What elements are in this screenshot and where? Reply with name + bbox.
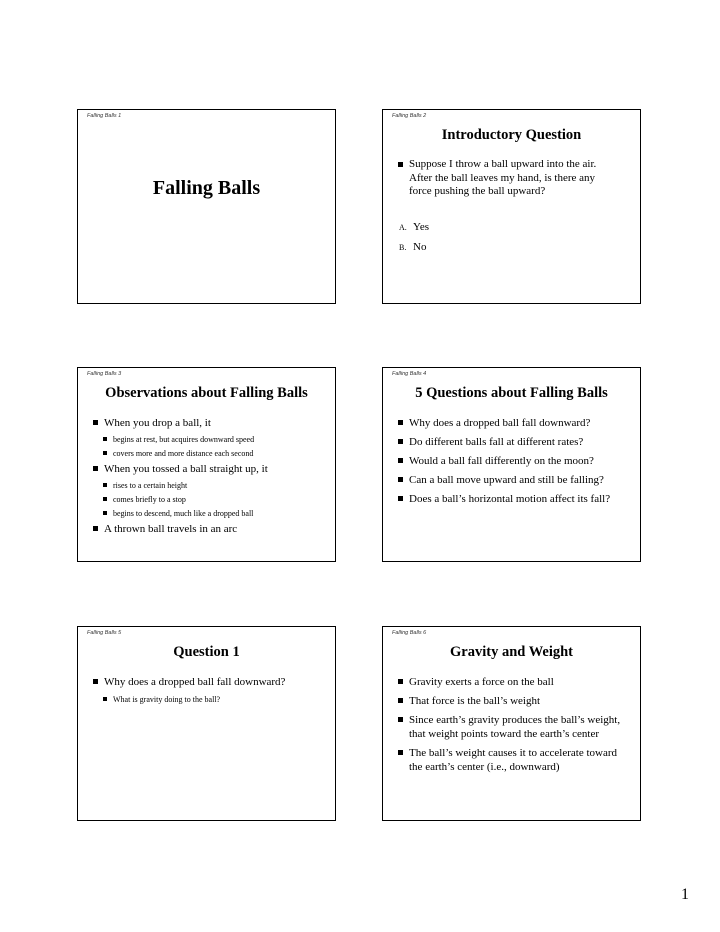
sub-bullet-item xyxy=(93,434,327,445)
option-letter: B. xyxy=(399,243,407,252)
slide-body xyxy=(398,416,632,511)
bullet-item xyxy=(93,675,327,689)
bullet-item xyxy=(93,522,327,536)
bullet-text: Why does a dropped ball fall downward? xyxy=(409,417,591,429)
slide-2 xyxy=(382,109,641,304)
bullet-text: What is gravity doing to the ball? xyxy=(113,695,221,704)
bullet-text: The ball’s weight causes it to accelerate toward the earth’s center (i.e., downward) xyxy=(409,747,617,773)
bullet-item xyxy=(398,435,632,449)
bullet-text: When you drop a ball, it xyxy=(104,417,211,429)
square-bullet-icon xyxy=(398,496,403,501)
sub-bullet-item xyxy=(93,694,327,705)
question-text: Suppose I throw a ball upward into the air. After the ball leaves my hand, is there any force pushing the ball upward? xyxy=(409,158,597,197)
square-bullet-icon xyxy=(103,497,107,501)
square-bullet-icon xyxy=(398,679,403,684)
sub-bullet-item xyxy=(93,448,327,459)
sub-bullet-item xyxy=(93,508,327,519)
bullet-item xyxy=(93,416,327,430)
slide-6 xyxy=(382,626,641,821)
bullet-text: Gravity exerts a force on the ball xyxy=(409,676,554,688)
square-bullet-icon xyxy=(103,451,107,455)
square-bullet-icon xyxy=(103,697,107,701)
slide-title: Gravity and Weight xyxy=(450,644,573,660)
bullet-text: Why does a dropped ball fall downward? xyxy=(104,676,286,688)
bullet-text: That force is the ball’s weight xyxy=(409,695,541,707)
bullet-text: begins at rest, but acquires downward speed xyxy=(113,435,255,444)
slide-body xyxy=(398,675,632,779)
bullet-item xyxy=(398,473,632,487)
square-bullet-icon xyxy=(93,420,98,425)
slide-1 xyxy=(77,109,336,304)
bullet-text: Since earth’s gravity produces the ball’s weight, that weight points toward the earth’s center xyxy=(409,714,621,740)
bullet-item xyxy=(398,713,632,741)
square-bullet-icon xyxy=(93,526,98,531)
slide-title: 5 Questions about Falling Balls xyxy=(415,385,608,401)
square-bullet-icon xyxy=(398,420,403,425)
bullet-item xyxy=(93,462,327,476)
bullet-text: Does a ball’s horizontal motion affect its fall? xyxy=(409,493,611,505)
slide-label: Falling Balls 6 xyxy=(392,630,427,636)
page-number: 1 xyxy=(681,886,689,903)
slide-label: Falling Balls 4 xyxy=(392,371,427,377)
square-bullet-icon xyxy=(103,437,107,441)
square-bullet-icon xyxy=(93,679,98,684)
square-bullet-icon xyxy=(103,483,107,487)
slide-label: Falling Balls 2 xyxy=(392,113,427,119)
option-text: Yes xyxy=(413,221,430,233)
square-bullet-icon xyxy=(398,458,403,463)
sub-bullet-item xyxy=(93,480,327,491)
bullet-item xyxy=(398,492,632,506)
square-bullet-icon xyxy=(93,466,98,471)
slide-title: Falling Balls xyxy=(152,177,261,199)
slide-body xyxy=(93,416,327,540)
bullet-item xyxy=(398,416,632,430)
slide-label: Falling Balls 1 xyxy=(87,113,122,119)
slide-label: Falling Balls 3 xyxy=(87,371,122,377)
answer-option xyxy=(399,220,429,235)
answer-option xyxy=(399,240,429,255)
bullet-item xyxy=(398,746,632,774)
bullet-text: covers more and more distance each second xyxy=(113,449,254,458)
square-bullet-icon xyxy=(398,717,403,722)
slide-body xyxy=(398,158,620,204)
option-text: No xyxy=(413,241,427,253)
bullet-text: Do different balls fall at different rates? xyxy=(409,436,584,448)
bullet-text: Would a ball fall differently on the moon? xyxy=(409,455,594,467)
bullet-text: begins to descend, much like a dropped ball xyxy=(113,509,254,518)
slide-title: Observations about Falling Balls xyxy=(105,385,308,401)
bullet-text: rises to a certain height xyxy=(113,481,188,490)
option-letter: A. xyxy=(399,223,407,232)
slide-4 xyxy=(382,367,641,562)
bullet-text: comes briefly to a stop xyxy=(113,495,186,504)
bullet-text: Can a ball move upward and still be falling? xyxy=(409,474,604,486)
slide-5 xyxy=(77,626,336,821)
answer-options xyxy=(399,220,429,260)
square-bullet-icon xyxy=(398,162,403,167)
bullet-item xyxy=(398,694,632,708)
slide-title: Introductory Question xyxy=(441,127,582,143)
bullet-text: When you tossed a ball straight up, it xyxy=(104,463,268,475)
square-bullet-icon xyxy=(103,511,107,515)
sub-bullet-item xyxy=(93,494,327,505)
bullet-item xyxy=(398,158,620,199)
slide-3 xyxy=(77,367,336,562)
square-bullet-icon xyxy=(398,750,403,755)
slide-title: Question 1 xyxy=(173,644,240,660)
bullet-text: A thrown ball travels in an arc xyxy=(104,523,238,535)
bullet-item xyxy=(398,675,632,689)
square-bullet-icon xyxy=(398,698,403,703)
square-bullet-icon xyxy=(398,477,403,482)
slide-label: Falling Balls 5 xyxy=(87,630,122,636)
bullet-item xyxy=(398,454,632,468)
slide-body xyxy=(93,675,327,709)
square-bullet-icon xyxy=(398,439,403,444)
